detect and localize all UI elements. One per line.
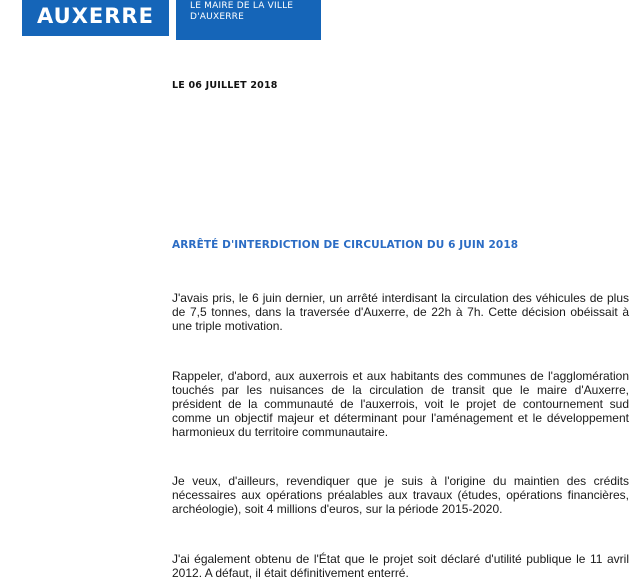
mayor-title: LE MAIRE DE LA VILLE D'AUXERRE: [190, 1, 294, 22]
paragraph-1: J'avais pris, le 6 juin dernier, un arrêté interdisant la circulation des véhicules de plus de 7,5 tonnes, dans la traversée d'Auxerre, de 22h à 7h. Cette décision obéissait à une triple motivation.: [172, 291, 629, 333]
mayor-header-block: [176, 0, 321, 40]
paragraph-4: J'ai également obtenu de l'État que le projet soit déclaré d'utilité publique le 11 avril 2012. A défaut, il était définitivement enterré.: [172, 552, 629, 580]
city-logo: [22, 0, 169, 36]
paragraph-2: Rappeler, d'abord, aux auxerrois et aux habitants des communes de l'agglomération touchés par les nuisances de la circulation de transit que le maire d'Auxerre, président de la communauté de l'auxerrois, voit le projet de contournement sud comme un objectif majeur et déterminant pour l'aménagement et le développement harmonieux du territoire communautaire.: [172, 369, 629, 439]
document-title: ARRÊTÉ D'INTERDICTION DE CIRCULATION DU 6 JUIN 2018: [172, 239, 519, 251]
document-date: LE 06 JUILLET 2018: [172, 80, 278, 91]
paragraph-3: Je veux, d'ailleurs, revendiquer que je suis à l'origine du maintien des crédits nécessaires aux opérations préalables aux travaux (études, opérations financières, archéologie), soit 4 millions d'euros, sur la période 2015-2020.: [172, 474, 629, 516]
logo-text: AUXERRE: [37, 4, 154, 28]
